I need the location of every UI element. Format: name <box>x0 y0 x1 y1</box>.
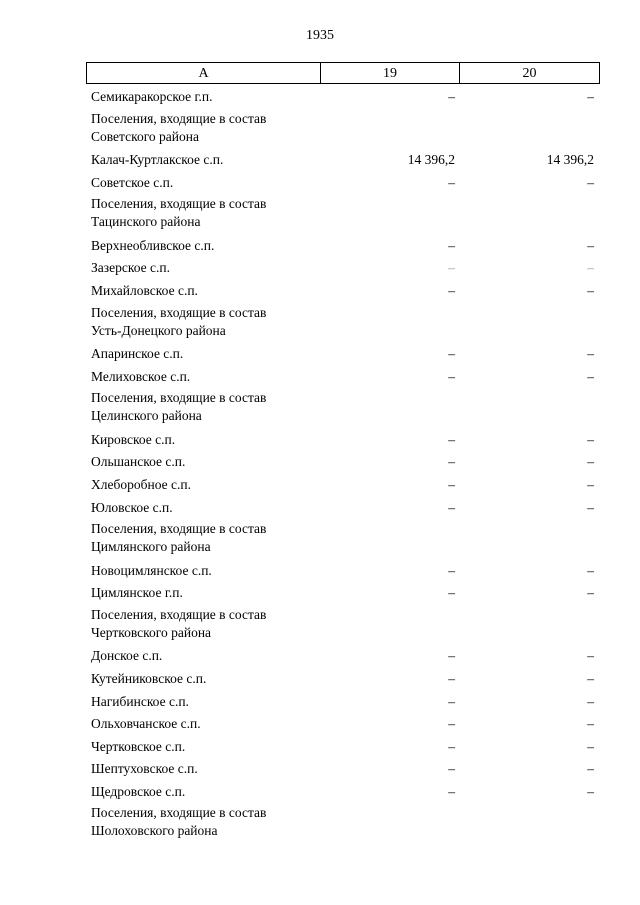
row-name-line: Поселения, входящие в состав <box>91 304 267 320</box>
value-19: – <box>448 761 455 777</box>
group-header-row <box>91 605 600 646</box>
value-19 <box>320 803 459 805</box>
value-19: – <box>448 783 455 799</box>
value-19 <box>320 519 459 521</box>
table-row <box>91 366 600 389</box>
table-row <box>91 257 600 280</box>
row-name-line: Чертковского района <box>91 624 212 640</box>
row-name-line: Поселения, входящие в состав <box>91 606 267 622</box>
row-name: Советское с.п. <box>91 174 174 190</box>
table-row <box>91 736 600 759</box>
value-19: – <box>448 562 455 578</box>
row-name: Шептуховское с.п. <box>91 761 198 777</box>
table-row <box>91 781 600 804</box>
table-row <box>91 172 600 195</box>
value-20: – <box>587 476 594 492</box>
row-name <box>91 303 320 340</box>
row-name-line: Шолоховского района <box>91 823 218 839</box>
row-name: Зазерское с.п. <box>91 260 170 276</box>
value-20: – <box>587 783 594 799</box>
value-20: – <box>587 670 594 686</box>
row-name-line: Поселения, входящие в состав <box>91 196 267 212</box>
row-name-line: Поселения, входящие в состав <box>91 110 267 126</box>
row-name: Донское с.п. <box>91 648 163 664</box>
table-row <box>91 713 600 736</box>
table-row <box>91 280 600 303</box>
value-20: – <box>587 174 594 190</box>
row-name-line: Поселения, входящие в состав <box>91 390 267 406</box>
value-20: – <box>587 716 594 732</box>
value-20 <box>459 109 598 111</box>
value-19: – <box>448 454 455 470</box>
table-row <box>91 497 600 520</box>
value-19: 14 396,2 <box>407 152 455 168</box>
value-20: – <box>587 454 594 470</box>
value-19: – <box>448 346 455 362</box>
row-name: Калач-Куртлакское с.п. <box>91 152 224 168</box>
table-row <box>91 474 600 497</box>
table-row <box>91 343 600 366</box>
value-19: – <box>448 237 455 253</box>
value-20: – <box>587 693 594 709</box>
row-name: Хлеборобное с.п. <box>91 476 191 492</box>
value-20: – <box>587 237 594 253</box>
table-row <box>91 691 600 714</box>
row-name: Ольшанское с.п. <box>91 454 186 470</box>
row-name <box>91 803 320 840</box>
table-row <box>91 429 600 452</box>
row-name <box>91 109 320 146</box>
value-20: – <box>587 282 594 298</box>
table-header <box>86 62 600 84</box>
value-19 <box>320 303 459 305</box>
group-header-row <box>91 109 600 150</box>
table-row <box>91 86 600 109</box>
table-body <box>91 86 600 844</box>
value-19: – <box>448 282 455 298</box>
table-row <box>91 451 600 474</box>
table-row <box>91 560 600 583</box>
row-name: Михайловское с.п. <box>91 282 198 298</box>
row-name: Кировское с.п. <box>91 431 176 447</box>
row-name <box>91 194 320 231</box>
value-20: – <box>587 346 594 362</box>
value-19: – <box>448 716 455 732</box>
row-name-line: Усть-Донецкого района <box>91 322 226 338</box>
group-header-row <box>91 194 600 235</box>
value-19: – <box>448 476 455 492</box>
header-col-20: 20 <box>522 66 537 81</box>
value-19 <box>320 605 459 607</box>
value-19: – <box>448 260 455 276</box>
value-19: – <box>448 431 455 447</box>
value-20 <box>459 605 598 607</box>
value-20: 14 396,2 <box>546 152 594 168</box>
row-name <box>91 519 320 556</box>
value-20 <box>459 194 598 196</box>
table-row <box>91 582 600 605</box>
row-name: Ольховчанское с.п. <box>91 716 201 732</box>
row-name-line: Поселения, входящие в состав <box>91 805 267 821</box>
value-19: – <box>448 738 455 754</box>
row-name <box>91 388 320 425</box>
row-name <box>91 605 320 642</box>
row-name: Кутейниковское с.п. <box>91 670 207 686</box>
value-20: – <box>587 89 594 104</box>
value-20: – <box>587 431 594 447</box>
row-name: Цимлянское г.п. <box>91 585 183 601</box>
table-row <box>91 235 600 258</box>
group-header-row <box>91 303 600 344</box>
row-name: Семикаракорское г.п. <box>91 89 213 104</box>
value-20: – <box>587 499 594 515</box>
row-name: Чертковское с.п. <box>91 738 186 754</box>
table-row <box>91 758 600 781</box>
value-19: – <box>448 693 455 709</box>
row-name-line: Поселения, входящие в состав <box>91 521 267 537</box>
value-20: – <box>587 761 594 777</box>
value-20: – <box>587 260 594 276</box>
value-20: – <box>587 648 594 664</box>
row-name: Нагибинское с.п. <box>91 693 189 709</box>
table-row <box>91 668 600 691</box>
row-name-line: Целинского района <box>91 408 202 424</box>
value-19: – <box>448 648 455 664</box>
value-20 <box>459 303 598 305</box>
value-20 <box>459 803 598 805</box>
value-20: – <box>587 585 594 601</box>
row-name: Новоцимлянское с.п. <box>91 562 212 578</box>
table-row <box>91 149 600 172</box>
group-header-row <box>91 388 600 429</box>
value-20: – <box>587 738 594 754</box>
table-row <box>91 645 600 668</box>
row-name-line: Цимлянского района <box>91 539 211 555</box>
row-name: Апаринское с.п. <box>91 346 184 362</box>
value-19 <box>320 109 459 111</box>
row-name-line: Тацинского района <box>91 214 201 230</box>
row-name: Щедровское с.п. <box>91 783 186 799</box>
header-col-a: А <box>87 63 321 83</box>
value-19: – <box>448 174 455 190</box>
page-number: 1935 <box>306 28 334 43</box>
header-col-19: 19 <box>321 63 460 83</box>
value-19: – <box>448 89 455 104</box>
value-19 <box>320 194 459 196</box>
value-20 <box>459 519 598 521</box>
group-header-row <box>91 803 600 844</box>
value-19: – <box>448 368 455 384</box>
group-header-row <box>91 519 600 560</box>
row-name: Верхнеобливское с.п. <box>91 237 215 253</box>
row-name-line: Советского района <box>91 128 199 144</box>
value-19 <box>320 388 459 390</box>
value-20: – <box>587 562 594 578</box>
value-19: – <box>448 670 455 686</box>
value-19: – <box>448 585 455 601</box>
value-20: – <box>587 368 594 384</box>
row-name: Юловское с.п. <box>91 499 173 515</box>
value-19: – <box>448 499 455 515</box>
value-20 <box>459 388 598 390</box>
row-name: Мелиховское с.п. <box>91 368 191 384</box>
